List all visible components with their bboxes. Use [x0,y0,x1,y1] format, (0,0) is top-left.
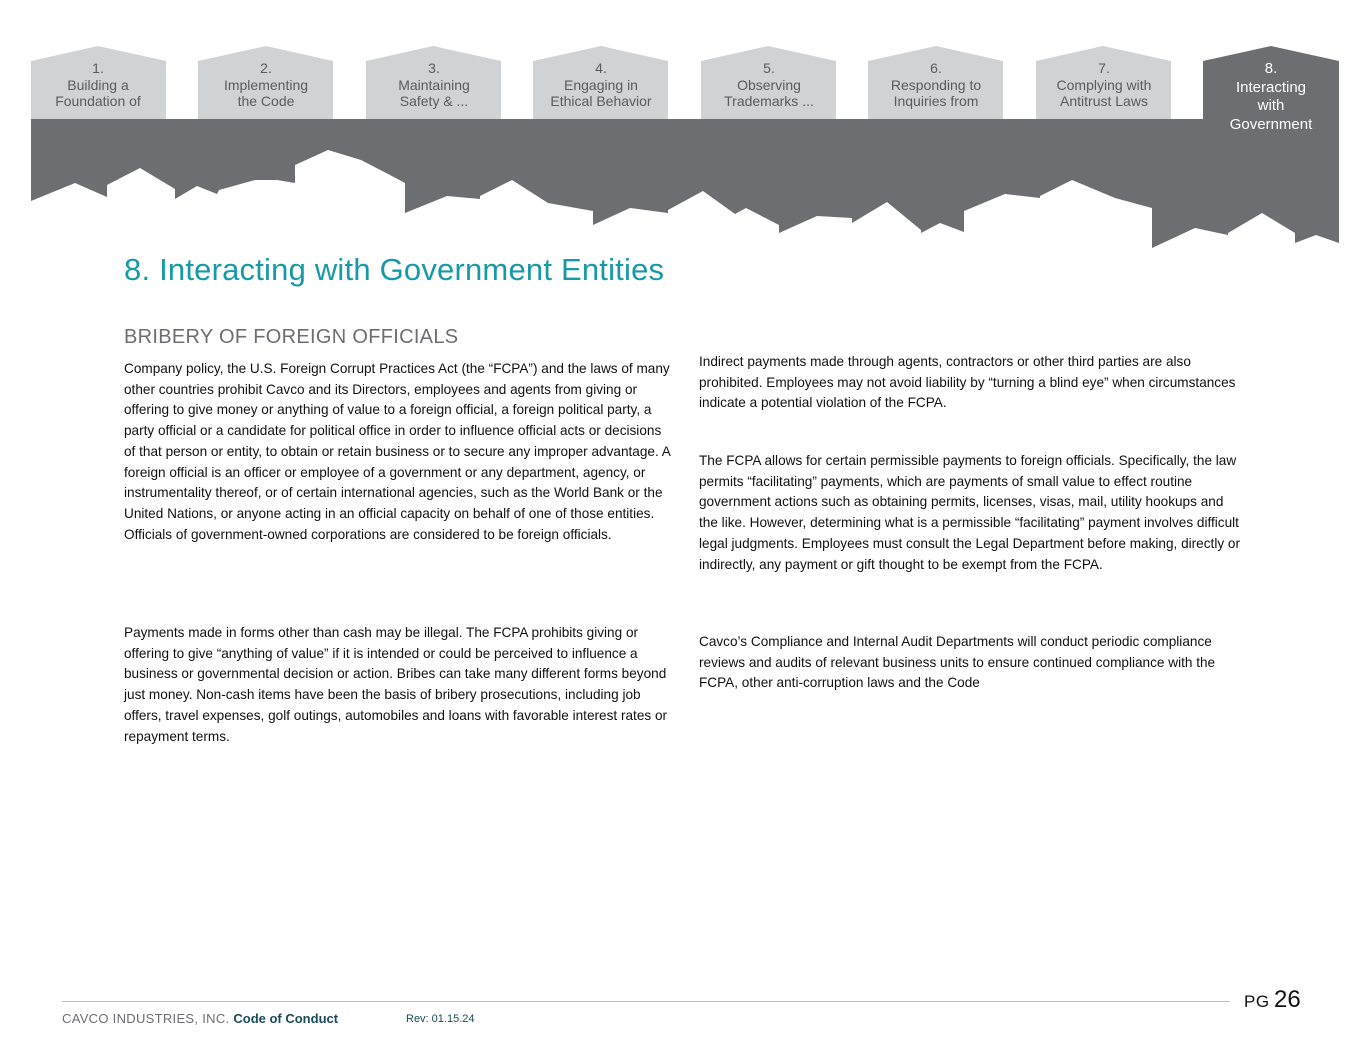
footer-company-name: CAVCO INDUSTRIES, INC. [62,1011,230,1026]
tab-label-line: Ethical Behavior [550,93,652,109]
tab-number: 8. [1264,60,1278,77]
tab-label-line: with [1257,97,1285,114]
tab-label-line: Implementing [223,76,309,93]
footer-document-title: Code of Conduct [233,1011,339,1026]
tab-8-interacting-with-government-active[interactable] [1203,60,1339,134]
tab-number: 3. [428,60,440,76]
tab-1-building-a-foundation[interactable] [30,60,166,110]
tab-6-responding-to-inquiries[interactable] [868,60,1004,110]
tab-number: 7. [1098,60,1110,76]
paragraph-right-3: Cavco’s Compliance and Internal Audit Departments will conduct periodic compliance reviews and audits of relevant business units to ensure continued compliance with the FCPA, other anti-corruption laws and the Code [699,634,1216,691]
tab-label-line: Inquiries from [893,93,979,109]
paragraph-right-2: The FCPA allows for certain permissible payments to foreign officials. Specifically, the law permits “facilitating” payments, which are payments of small value to effect routine government actions such as obtaining permits, licenses, visas, mail, utility hookups and the like. However, determining what is a permissible “facilitating” payment involves difficult legal judgments. Employees must consult the Legal Department before making, directly or indirectly, any payment or gift thought to be exempt from the FCPA. [699,453,1241,572]
page-number-value: 26 [1274,986,1301,1013]
tab-number: 2. [260,60,272,76]
tab-number: 1. [92,60,104,76]
tab-label-line: Observing [737,76,801,93]
tab-label-line: Building a [67,76,129,93]
tab-label-line: Responding to [890,76,982,93]
section-heading: BRIBERY OF FOREIGN OFFICIALS [124,326,459,348]
page-number [1244,986,1301,1014]
tab-7-complying-with-antitrust-laws[interactable] [1036,60,1172,110]
footer-revision: Rev: 01.15.24 [406,1013,475,1025]
tab-label-line: Engaging in [564,76,638,93]
tab-3-maintaining-safety[interactable] [366,60,502,110]
tab-4-engaging-in-ethical-behavior[interactable] [533,60,669,110]
paragraph-left-1: Company policy, the U.S. Foreign Corrupt Practices Act (the “FCPA”) and the laws of many other countries prohibit Cavco and its Directors, employees and agents from giving or offering to give money or anything of value to a foreign official, a foreign political party, a party official or a candidate for political office in order to influence official acts or decisions of that person or entity, to obtain or retain business or to secure any improper advantage. A foreign official is an officer or employee of a government or any department, agency, or instrumentality thereof, or of certain international agencies, such as the World Bank or the United Nations, or anyone acting in an official capacity on behalf of one of those entities. Officials of government-owned corporations are considered to be foreign officials. [124,361,671,542]
tab-label-line: Interacting [1235,78,1307,96]
paragraph-right-1: Indirect payments made through agents, contractors or other third parties are also prohibited. Employees may not avoid liability by “turning a blind eye” when circumstances indicate a potential violation of the FCPA. [699,354,1236,411]
tab-2-implementing-the-code[interactable] [198,60,334,110]
tab-number: 4. [595,60,607,76]
tab-label-line: Safety & ... [399,93,469,109]
tab-label-line: Complying with [1056,76,1152,93]
tab-number: 5. [763,60,775,76]
tab-label-line: Government [1229,115,1313,133]
page-number-label: PG [1244,992,1270,1011]
tab-5-observing-trademarks[interactable] [701,60,837,110]
tab-label-line: Antitrust Laws [1060,93,1148,109]
tab-label-line: the Code [237,93,295,109]
paragraph-left-2: Payments made in forms other than cash may be illegal. The FCPA prohibits giving or offering to give “anything of value” if it is intended or could be perceived to influence a business or governmental decision or action. Bribes can take many different forms beyond just money. Non-cash items have been the basis of bribery prosecutions, including job offers, travel expenses, golf outings, automobiles and loans with favorable interest rates or repayment terms. [124,625,668,744]
page-title: 8. Interacting with Government Entities [124,252,665,287]
footer-divider [62,1001,1230,1002]
footer-company [62,1011,338,1026]
tab-label-line: Maintaining [398,76,470,93]
banner-graphic [0,0,1365,260]
tab-number: 6. [930,60,942,76]
tab-label-line: Foundation of [55,93,141,109]
band-background [31,119,1339,248]
tab-label-line: Trademarks ... [724,93,814,109]
